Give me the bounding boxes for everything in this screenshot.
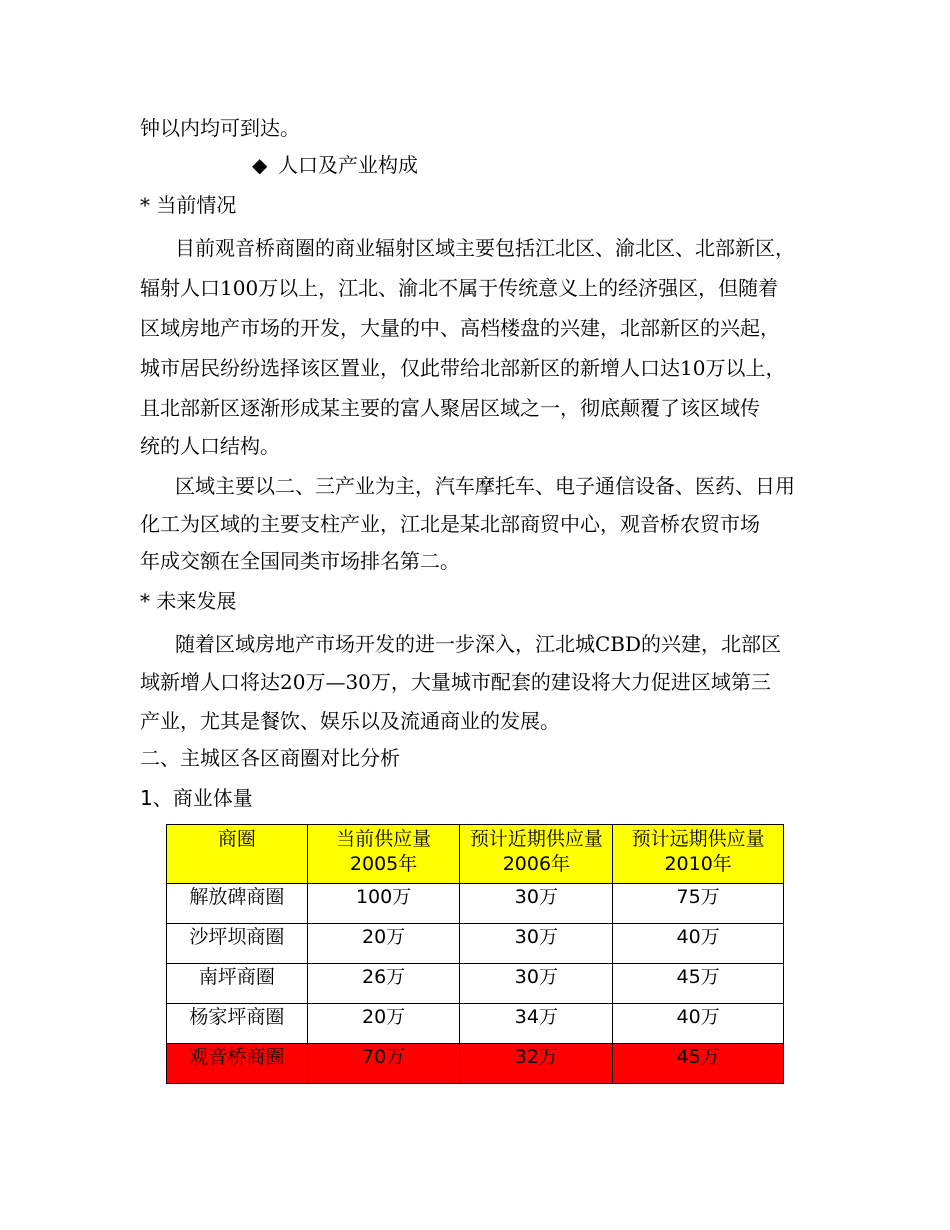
table-cell: 40万 xyxy=(613,1004,784,1044)
header-line: 预计远期供应量 xyxy=(631,828,765,850)
table-cell: 30万 xyxy=(460,884,613,924)
table-cell: 杨家坪商圈 xyxy=(167,1004,308,1044)
paragraph-line: 域新增人口将达20万—30万，大量城市配套的建设将大力促进区域第三 xyxy=(140,670,771,694)
table-row-highlighted xyxy=(167,1044,784,1084)
paragraph-line: 统的人口结构。 xyxy=(140,434,280,458)
header-line: 2006年 xyxy=(502,853,571,875)
header-cell xyxy=(167,825,308,884)
paragraph-line: 目前观音桥商圈的商业辐射区域主要包括江北区、渝北区、北部新区， xyxy=(175,236,795,260)
header-line: 2010年 xyxy=(664,853,732,875)
paragraph-line: 随着区域房地产市场开发的进一步深入，江北城CBD的兴建，北部区 xyxy=(175,632,782,656)
header-cell xyxy=(613,825,784,884)
table-cell: 40万 xyxy=(613,924,784,964)
table-cell: 观音桥商圈 xyxy=(167,1044,308,1084)
future-development-heading: * 未来发展 xyxy=(140,589,237,613)
paragraph-line: 且北部新区逐渐形成某主要的富人聚居区域之一，彻底颠覆了该区域传 xyxy=(140,396,760,420)
section-title: 二、主城区各区商圈对比分析 xyxy=(140,746,400,770)
table-cell: 30万 xyxy=(460,924,613,964)
current-situation-heading: * 当前情况 xyxy=(140,193,237,217)
table-cell: 45万 xyxy=(613,964,784,1004)
table-row xyxy=(167,1004,784,1044)
paragraph-continuation: 钟以内均可到达。 xyxy=(140,116,300,140)
table-cell: 32万 xyxy=(460,1044,613,1084)
commercial-volume-table xyxy=(166,824,784,1084)
table-cell: 70万 xyxy=(307,1044,460,1084)
header-cell xyxy=(307,825,460,884)
paragraph-line: 区域房地产市场的开发，大量的中、高档楼盘的兴建，北部新区的兴起， xyxy=(140,316,780,340)
table-cell: 20万 xyxy=(307,924,460,964)
diamond-bullet-icon: ◆ xyxy=(252,153,268,177)
table-cell: 34万 xyxy=(460,1004,613,1044)
header-line: 商圈 xyxy=(217,828,256,850)
table-cell: 45万 xyxy=(613,1044,784,1084)
header-line: 2005年 xyxy=(349,853,418,875)
table-cell: 100万 xyxy=(307,884,460,924)
paragraph-line: 年成交额在全国同类市场排名第二。 xyxy=(140,549,460,573)
header-cell xyxy=(460,825,613,884)
table-cell: 南坪商圈 xyxy=(167,964,308,1004)
header-line: 预计近期供应量 xyxy=(469,828,603,850)
table-row xyxy=(167,884,784,924)
paragraph-line: 化工为区域的主要支柱产业，江北是某北部商贸中心，观音桥农贸市场 xyxy=(140,512,760,536)
paragraph-line: 辐射人口100万以上，江北、渝北不属于传统意义上的经济强区，但随着 xyxy=(140,276,779,300)
table-cell: 26万 xyxy=(307,964,460,1004)
paragraph-line: 产业，尤其是餐饮、娱乐以及流通商业的发展。 xyxy=(140,709,560,733)
header-line: 当前供应量 xyxy=(336,828,432,850)
subsection-title: 1、商业体量 xyxy=(140,786,253,810)
heading-text: 人口及产业构成 xyxy=(278,153,418,177)
table-cell: 20万 xyxy=(307,1004,460,1044)
table-cell: 75万 xyxy=(613,884,784,924)
table-cell: 沙坪坝商圈 xyxy=(167,924,308,964)
table-row xyxy=(167,964,784,1004)
table-cell: 30万 xyxy=(460,964,613,1004)
table-row xyxy=(167,924,784,964)
table-cell: 解放碑商圈 xyxy=(167,884,308,924)
paragraph-line: 城市居民纷纷选择该区置业，仅此带给北部新区的新增人口达10万以上， xyxy=(140,356,786,380)
paragraph-line: 区域主要以二、三产业为主，汽车摩托车、电子通信设备、医药、日用 xyxy=(175,474,795,498)
section-heading-population xyxy=(252,153,418,177)
table-header-row xyxy=(167,825,784,884)
